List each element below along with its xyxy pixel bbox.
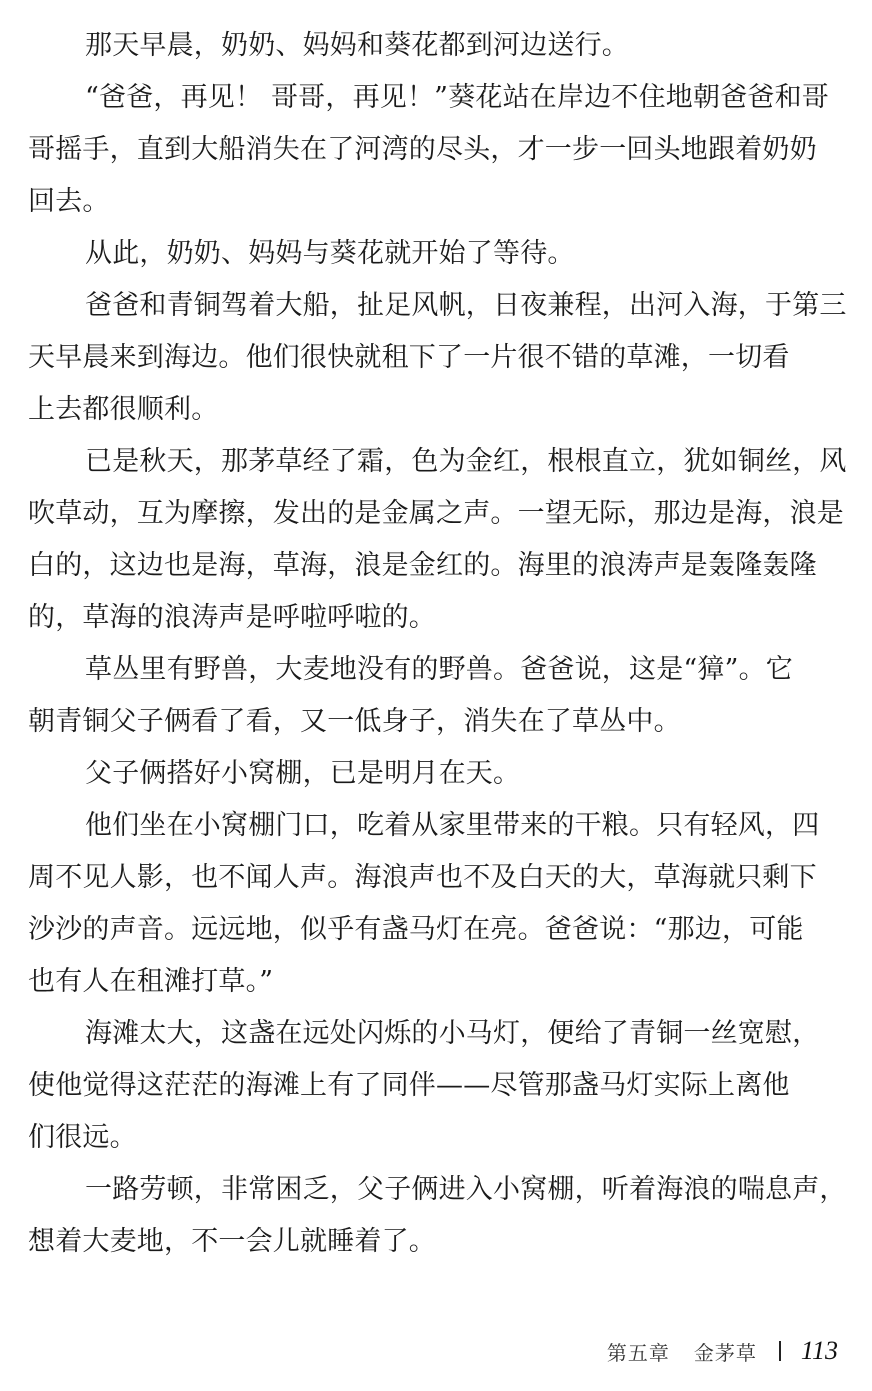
paragraph (28, 1168, 847, 1272)
text-line: 使他觉得这茫茫的海滩上有了同伴——尽管那盏马灯实际上离他 (28, 1070, 790, 1101)
footer-divider (779, 1341, 781, 1361)
paragraph (28, 804, 842, 1012)
body-text (28, 24, 847, 1272)
text-line: 朝青铜父子俩看了看，又一低身子，消失在了草丛中。 (28, 706, 681, 737)
text-line: 白的，这边也是海，草海，浪是金红的。海里的浪涛声是轰隆轰隆 (28, 550, 817, 581)
paragraph (28, 284, 847, 440)
text-line: 从此，奶奶、妈妈与葵花就开始了等待。 (85, 238, 575, 269)
text-line: 沙沙的声音。远远地，似乎有盏马灯在亮。爸爸说：“那边，可能 (28, 914, 804, 945)
text-line: 天早晨来到海边。他们很快就租下了一片很不错的草滩，一切看 (28, 342, 790, 373)
text-line: 吹草动，互为摩擦，发出的是金属之声。一望无际，那边是海，浪是 (28, 498, 844, 529)
text-line: 回去。 (28, 186, 110, 217)
paragraph (28, 1012, 842, 1168)
chapter-title: 金茅草 (693, 1340, 757, 1365)
text-line: 海滩太大，这盏在远处闪烁的小马灯，便给了青铜一丝宽慰， (85, 1018, 820, 1049)
paragraph (28, 76, 842, 232)
paragraph (28, 752, 842, 804)
text-line: 父子俩搭好小窝棚，已是明月在天。 (85, 758, 521, 789)
page-number: 113 (800, 1336, 838, 1365)
text-line: 草丛里有野兽，大麦地没有的野兽。爸爸说，这是“獐”。它 (85, 654, 794, 685)
text-line: 上去都很顺利。 (28, 394, 219, 425)
text-line: 也有人在租滩打草。” (28, 966, 274, 997)
page-footer (607, 1333, 838, 1369)
text-line: 一路劳顿，非常困乏，父子俩进入小窝棚，听着海浪的喘息声， (85, 1174, 847, 1205)
text-line: 哥摇手，直到大船消失在了河湾的尽头，才一步一回头地跟着奶奶 (28, 134, 817, 165)
paragraph (28, 648, 842, 752)
text-line: 已是秋天，那茅草经了霜，色为金红，根根直立，犹如铜丝，风 (85, 446, 847, 477)
text-line: 那天早晨，奶奶、妈妈和葵花都到河边送行。 (85, 30, 629, 61)
paragraph (28, 232, 842, 284)
text-line: “爸爸，再见！ 哥哥，再见！”葵花站在岸边不住地朝爸爸和哥 (85, 82, 829, 113)
chapter-label: 第五章 (606, 1340, 670, 1365)
text-line: 想着大麦地，不一会儿就睡着了。 (28, 1226, 436, 1257)
text-line: 周不见人影，也不闻人声。海浪声也不及白天的大，草海就只剩下 (28, 862, 817, 893)
paragraph (28, 24, 842, 76)
text-line: 的，草海的浪涛声是呼啦呼啦的。 (28, 602, 436, 633)
text-line: 爸爸和青铜驾着大船，扯足风帆，日夜兼程，出河入海，于第三 (85, 290, 847, 321)
paragraph (28, 440, 847, 648)
text-line: 们很远。 (28, 1122, 137, 1153)
text-line: 他们坐在小窝棚门口，吃着从家里带来的干粮。只有轻风，四 (85, 810, 820, 841)
